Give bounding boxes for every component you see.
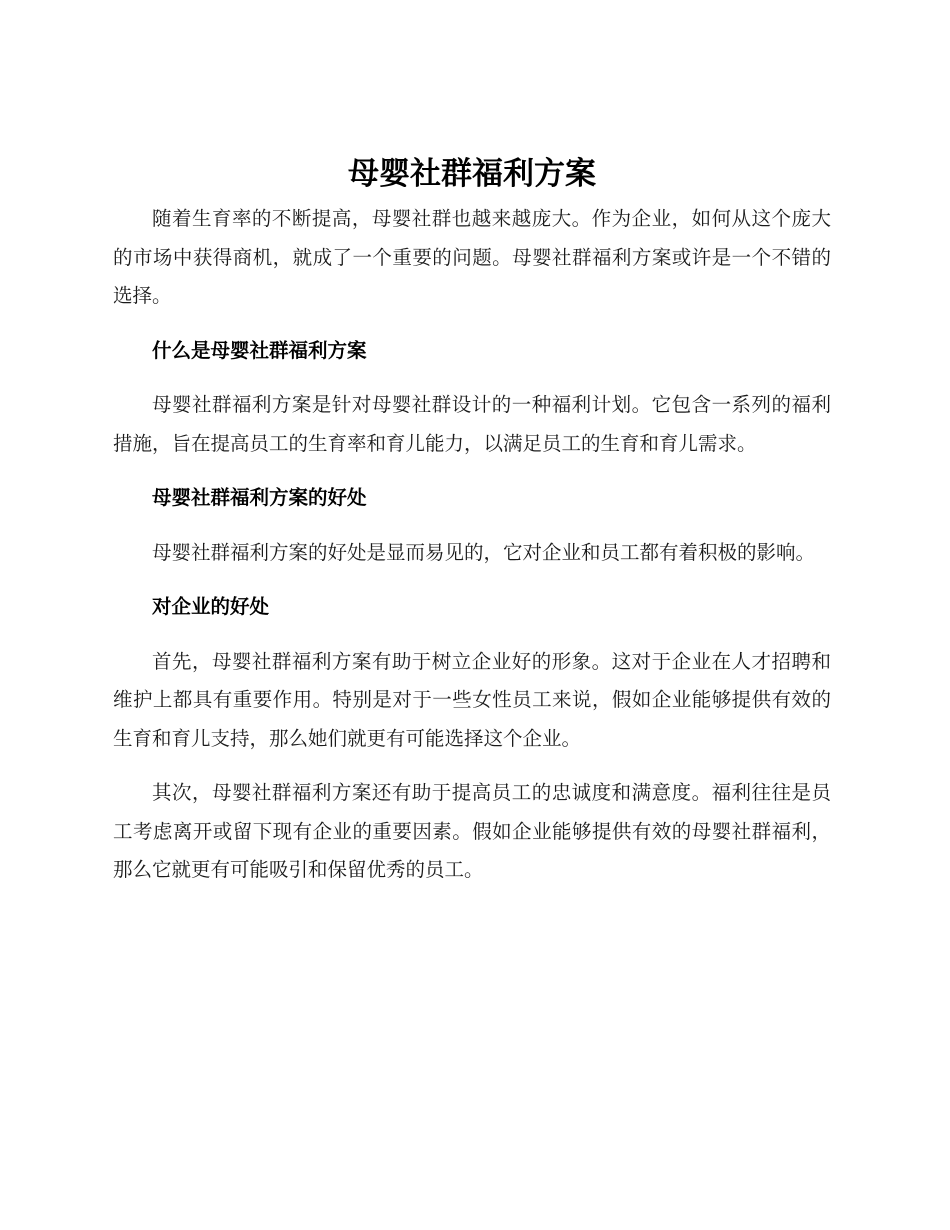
spacer [113, 316, 831, 332]
spacer [113, 370, 831, 386]
intro-paragraph: 随着生育率的不断提高，母婴社群也越来越庞大。作为企业，如何从这个庞大的市场中获得商机，就成了一个重要的问题。母婴社群福利方案或许是一个不错的选择。 [113, 207, 831, 307]
spacer [113, 758, 831, 774]
section-paragraph: 首先，母婴社群福利方案有助于树立企业好的形象。这对于企业在人才招聘和维护上都具有重要作用。特别是对于一些女性员工来说，假如企业能够提供有效的生育和育儿支持，那么她们就更有可能选择这个企业。 [113, 649, 831, 750]
section-heading-what-is: 什么是母婴社群福利方案 [152, 338, 367, 362]
document-page [113, 148, 831, 890]
spacer [113, 518, 831, 534]
section-paragraph: 其次，母婴社群福利方案还有助于提高员工的忠诚度和满意度。福利往往是员工考虑离开或留下现有企业的重要因素。假如企业能够提供有效的母婴社群福利，那么它就更有可能吸引和保留优秀的员工。 [113, 781, 831, 881]
section-heading-enterprise-benefits: 对企业的好处 [152, 595, 270, 618]
spacer [113, 572, 831, 588]
spacer [113, 463, 831, 479]
section-heading-benefits: 母婴社群福利方案的好处 [152, 486, 367, 509]
document-title: 母婴社群福利方案 [348, 156, 596, 192]
section-paragraph: 母婴社群福利方案是针对母婴社群设计的一种福利计划。它包含一系列的福利措施，旨在提高员工的生育率和育儿能力，以满足员工的生育和育儿需求。 [113, 393, 831, 455]
section-paragraph: 母婴社群福利方案的好处是显而易见的，它对企业和员工都有着积极的影响。 [152, 540, 816, 564]
spacer [113, 627, 831, 643]
